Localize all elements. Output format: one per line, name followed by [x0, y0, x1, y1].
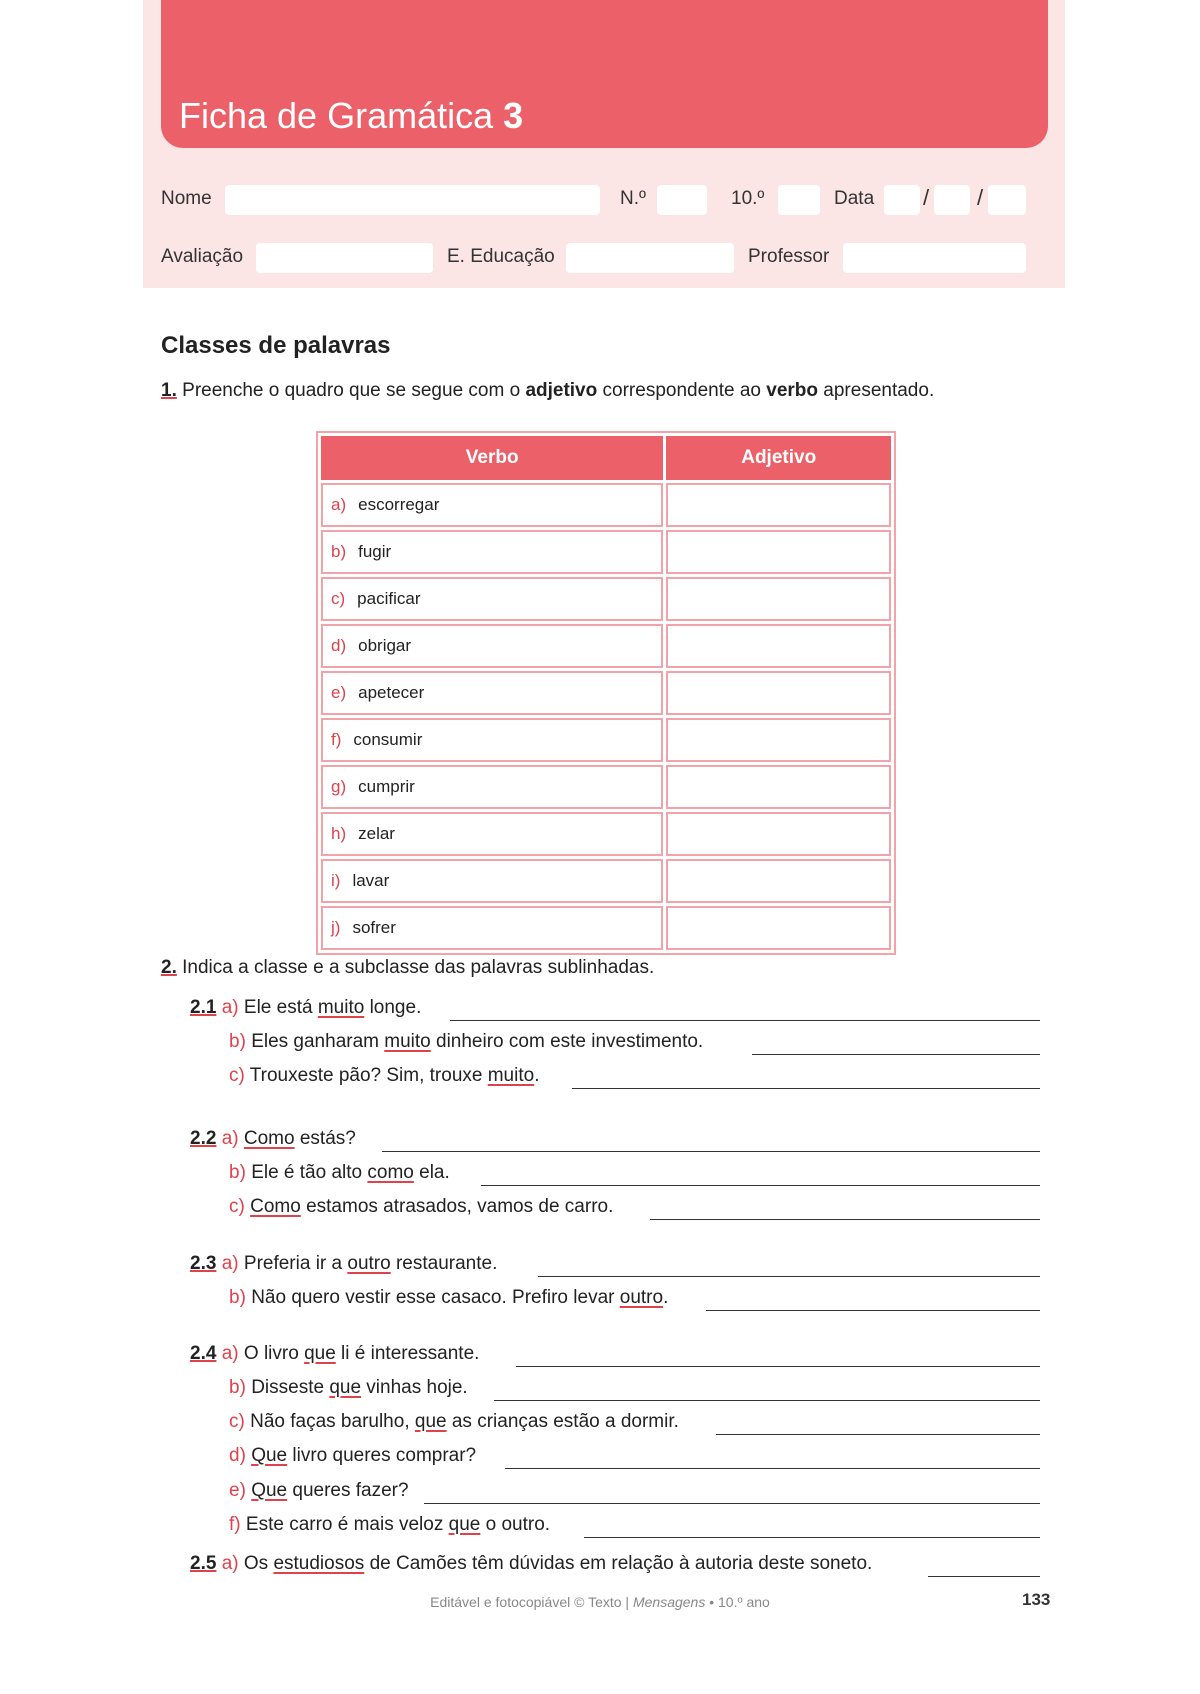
verb-text: zelar: [358, 824, 395, 843]
item-letter: b): [229, 1031, 246, 1052]
item-letter: b): [229, 1162, 246, 1183]
item-letter: b): [229, 1377, 246, 1398]
row-letter: a): [331, 495, 347, 514]
table-row: [321, 765, 891, 809]
answer-line[interactable]: [928, 1576, 1040, 1577]
item-2-4-c: [229, 1411, 679, 1433]
question-1: [161, 380, 934, 402]
question-1-number: 1.: [161, 380, 177, 401]
item-text: queres fazer?: [287, 1480, 409, 1501]
numero-field[interactable]: [657, 185, 707, 215]
turma-field[interactable]: [778, 185, 820, 215]
item-text: Trouxeste pão? Sim, trouxe: [249, 1065, 488, 1086]
adjective-cell[interactable]: [666, 765, 891, 809]
item-text: Ele está: [243, 997, 318, 1018]
answer-line[interactable]: [572, 1088, 1040, 1089]
item-text: Este carro é mais veloz: [245, 1514, 449, 1535]
row-letter: d): [331, 636, 347, 655]
data-month-field[interactable]: [934, 185, 970, 215]
underlined-word: que: [414, 1411, 447, 1432]
nome-label: Nome: [161, 188, 212, 209]
educacao-field[interactable]: [566, 243, 734, 273]
item-letter: a): [221, 1343, 239, 1364]
answer-line[interactable]: [516, 1366, 1040, 1367]
underlined-word: Que: [251, 1445, 288, 1466]
answer-line[interactable]: [538, 1276, 1040, 1277]
row-letter: f): [331, 730, 342, 749]
item-text: Disseste: [251, 1377, 330, 1398]
item-letter: b): [229, 1287, 246, 1308]
table-row: [321, 577, 891, 621]
table-row: [321, 530, 891, 574]
table-row: [321, 624, 891, 668]
section-title: Classes de palavras: [161, 332, 391, 359]
ano-label: 10.º: [731, 188, 765, 209]
subquestion-number: 2.4: [190, 1343, 217, 1364]
answer-line[interactable]: [650, 1219, 1040, 1220]
table-row: [321, 483, 891, 527]
verb-cell: [321, 483, 663, 527]
item-2-4-e: [229, 1480, 409, 1502]
item-text: o outro.: [480, 1514, 551, 1535]
adjective-cell[interactable]: [666, 812, 891, 856]
answer-line[interactable]: [494, 1400, 1040, 1401]
item-letter: f): [229, 1514, 241, 1535]
question-2-text: Indica a classe e a subclasse das palavras sublinhadas.: [182, 957, 655, 978]
subquestion-number: 2.5: [190, 1553, 217, 1574]
subquestion-number: 2.2: [190, 1128, 217, 1149]
underlined-word: Como: [243, 1128, 295, 1149]
nome-field[interactable]: [225, 185, 600, 215]
item-text: li é interessante.: [335, 1343, 480, 1364]
underlined-word: muito: [487, 1065, 535, 1086]
header-verbo: Verbo: [321, 436, 663, 480]
answer-line[interactable]: [752, 1054, 1040, 1055]
item-2-3-b: [229, 1287, 668, 1309]
table-row: [321, 906, 891, 950]
item-letter: c): [229, 1065, 245, 1086]
q1-text-after: apresentado.: [823, 380, 935, 401]
item-text: .: [534, 1065, 540, 1086]
adjective-cell[interactable]: [666, 530, 891, 574]
title-banner: [161, 0, 1048, 148]
answer-line[interactable]: [424, 1503, 1040, 1504]
verb-cell: [321, 765, 663, 809]
answer-line[interactable]: [481, 1185, 1040, 1186]
footer-book-title: Mensagens: [632, 1594, 706, 1610]
item-letter: c): [229, 1411, 245, 1432]
data-label: Data: [834, 188, 875, 209]
row-letter: e): [331, 683, 347, 702]
professor-label: Professor: [748, 246, 830, 267]
item-text: estamos atrasados, vamos de carro.: [300, 1196, 614, 1217]
item-2-1-c: [229, 1065, 539, 1087]
item-letter: a): [221, 997, 239, 1018]
item-text: Não faças barulho,: [250, 1411, 415, 1432]
date-slash-1: /: [923, 185, 930, 210]
table-row: [321, 718, 891, 762]
answer-line[interactable]: [706, 1310, 1040, 1311]
row-letter: j): [331, 918, 341, 937]
q1-bold-verbo: verbo: [766, 380, 819, 401]
adjective-cell[interactable]: [666, 483, 891, 527]
verb-cell: [321, 624, 663, 668]
q1-bold-adjetivo: adjetivo: [525, 380, 598, 401]
verb-text: apetecer: [358, 683, 425, 702]
item-letter: a): [221, 1553, 239, 1574]
verb-adjective-table: [316, 431, 896, 955]
item-letter: a): [221, 1128, 239, 1149]
subquestion-number: 2.3: [190, 1253, 217, 1274]
verb-cell: [321, 906, 663, 950]
underlined-word: que: [304, 1343, 336, 1364]
title-prefix: Ficha de Gramática: [179, 95, 494, 136]
item-text: Preferia ir a: [243, 1253, 348, 1274]
underlined-word: que: [448, 1514, 481, 1535]
underlined-word: outro: [619, 1287, 664, 1308]
footer-credit: [0, 1594, 1200, 1610]
page-title: [179, 95, 523, 137]
data-day-field[interactable]: [884, 185, 920, 215]
verb-text: obrigar: [358, 636, 412, 655]
professor-field[interactable]: [843, 243, 1026, 273]
item-text: estás?: [294, 1128, 356, 1149]
date-slash-2: /: [977, 185, 984, 210]
item-text: O livro: [243, 1343, 305, 1364]
subquestion-number: 2.1: [190, 997, 217, 1018]
q1-text-before: Preenche o quadro que se segue com o: [182, 380, 521, 401]
verb-cell: [321, 671, 663, 715]
underlined-word: muito: [384, 1031, 431, 1052]
item-2-1-b: [229, 1031, 703, 1053]
underlined-word: que: [329, 1377, 362, 1398]
item-2-2-c: [229, 1196, 613, 1218]
item-text: as crianças estão a dormir.: [446, 1411, 679, 1432]
table-header-row: [321, 436, 891, 480]
item-text: restaurante.: [390, 1253, 498, 1274]
verb-cell: [321, 812, 663, 856]
underlined-word: como: [367, 1162, 414, 1183]
verb-cell: [321, 530, 663, 574]
row-letter: i): [331, 871, 341, 890]
item-text: vinhas hoje.: [361, 1377, 468, 1398]
item-2-2-a: [190, 1128, 356, 1150]
adjective-cell[interactable]: [666, 859, 891, 903]
adjective-cell[interactable]: [666, 577, 891, 621]
verb-cell: [321, 718, 663, 762]
item-letter: a): [221, 1253, 239, 1274]
answer-line[interactable]: [584, 1537, 1040, 1538]
footer-text: Editável e fotocopiável © Texto |: [430, 1594, 633, 1610]
avaliacao-field[interactable]: [256, 243, 433, 273]
row-letter: c): [331, 589, 346, 608]
answer-line[interactable]: [450, 1020, 1040, 1021]
item-text: longe.: [364, 997, 422, 1018]
item-2-4-d: [229, 1445, 476, 1467]
row-letter: b): [331, 542, 347, 561]
item-2-2-b: [229, 1162, 450, 1184]
verb-cell: [321, 577, 663, 621]
item-2-1-a: [190, 997, 421, 1019]
table-row: [321, 812, 891, 856]
adjective-cell[interactable]: [666, 624, 891, 668]
data-year-field[interactable]: [988, 185, 1026, 215]
adjective-cell[interactable]: [666, 671, 891, 715]
item-text: Eles ganharam: [251, 1031, 385, 1052]
item-text: livro queres comprar?: [287, 1445, 477, 1466]
item-2-4-a: [190, 1343, 479, 1365]
item-text: Os: [243, 1553, 274, 1574]
page-number: 133: [1022, 1590, 1051, 1609]
footer-grade: • 10.º ano: [705, 1594, 770, 1610]
item-text: Não quero vestir esse casaco. Prefiro levar: [251, 1287, 620, 1308]
educacao-label: E. Educação: [447, 246, 555, 267]
item-2-4-f: [229, 1514, 550, 1536]
item-text: dinheiro com este investimento.: [430, 1031, 704, 1052]
underlined-word: outro: [347, 1253, 391, 1274]
verb-text: consumir: [353, 730, 423, 749]
row-letter: h): [331, 824, 347, 843]
header-adjetivo: Adjetivo: [666, 436, 891, 480]
adjective-cell[interactable]: [666, 906, 891, 950]
answer-line[interactable]: [382, 1151, 1040, 1152]
answer-line[interactable]: [505, 1468, 1040, 1469]
avaliacao-label: Avaliação: [161, 246, 244, 267]
verb-text: pacificar: [357, 589, 421, 608]
table-row: [321, 671, 891, 715]
underlined-word: estudiosos: [273, 1553, 365, 1574]
answer-line[interactable]: [716, 1434, 1040, 1435]
item-letter: d): [229, 1445, 246, 1466]
q1-text-mid: correspondente ao: [602, 380, 761, 401]
underlined-word: muito: [317, 997, 365, 1018]
underlined-word: Que: [251, 1480, 288, 1501]
verb-cell: [321, 859, 663, 903]
item-letter: e): [229, 1480, 246, 1501]
verb-text: escorregar: [358, 495, 440, 514]
verb-text: lavar: [352, 871, 390, 890]
adjective-cell[interactable]: [666, 718, 891, 762]
item-text: .: [663, 1287, 669, 1308]
verb-text: fugir: [358, 542, 392, 561]
numero-label: N.º: [620, 188, 646, 209]
row-letter: g): [331, 777, 347, 796]
table-row: [321, 859, 891, 903]
verb-text: sofrer: [352, 918, 396, 937]
item-text: Ele é tão alto: [251, 1162, 368, 1183]
title-number: 3: [503, 95, 524, 136]
underlined-word: Como: [250, 1196, 301, 1217]
item-2-5-a: [190, 1553, 872, 1575]
verb-text: cumprir: [358, 777, 415, 796]
question-2-number: 2.: [161, 957, 177, 978]
item-text: de Camões têm dúvidas em relação à autoria deste soneto.: [364, 1553, 873, 1574]
item-text: ela.: [413, 1162, 450, 1183]
question-2: [161, 957, 654, 979]
item-2-4-b: [229, 1377, 468, 1399]
item-letter: c): [229, 1196, 245, 1217]
item-2-3-a: [190, 1253, 497, 1275]
